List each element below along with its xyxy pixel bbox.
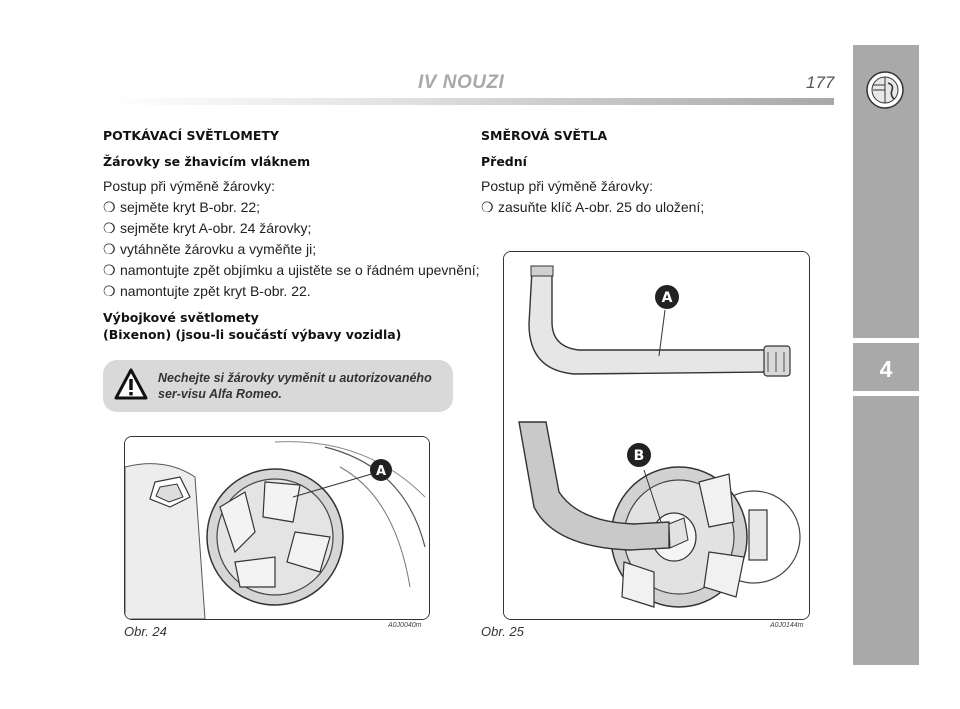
figure-caption: Obr. 24 [124,624,167,639]
figure-24 [124,436,430,620]
tab-divider [853,338,919,343]
figure-code: A0J0040m [388,622,422,629]
alfa-romeo-logo-icon [866,71,904,109]
chapter-tab-bar [853,45,919,665]
list-item: ❍ sejměte kryt A-obr. 24 žárovky; [103,220,312,236]
subheading-front: Přední [481,154,527,169]
list-item: ❍ sejměte kryt B-obr. 22; [103,199,261,215]
list-item: ❍ zasuňte klíč A-obr. 25 do uložení; [481,199,705,215]
figure-label-a: A [375,464,387,479]
key-and-bulb-illustration [504,252,809,619]
heading-turn-signals: SMĚROVÁ SVĚTLA [481,128,608,143]
figure-25 [503,251,810,620]
bullet-circle-icon: ❍ [103,220,116,236]
bullet-circle-icon: ❍ [481,199,494,215]
list-item: ❍ vytáhněte žárovku a vyměňte ji; [103,241,317,257]
list-item: ❍ namontujte zpět kryt B-obr. 22. [103,283,311,299]
figure-caption: Obr. 25 [481,624,524,639]
headlamp-cover-illustration [125,437,429,619]
bullet-circle-icon: ❍ [103,283,116,299]
header-rule [104,98,834,105]
warning-text: Nechejte si žárovky vyměnit u autorizovaného ser-visu Alfa Romeo. [158,371,432,401]
tab-divider [853,391,919,396]
warning-triangle-icon [114,368,148,400]
heading-xenon: Výbojkové světlomety [103,310,259,325]
list-item: ❍ namontujte zpět objímku a ujistěte se o řádném upevnění; [103,262,480,278]
bullet-circle-icon: ❍ [103,241,116,257]
page-number: 177 [806,73,835,92]
heading-xenon-note: (Bixenon) (jsou-li součástí výbavy vozidla) [103,327,402,342]
intro-text: Postup při výměně žárovky: [103,178,275,194]
subheading-filament-bulbs: Žárovky se žhavicím vláknem [103,154,311,169]
figure-label-a: A [661,290,673,306]
section-title: IV NOUZI [418,72,505,93]
chapter-number: 4 [879,356,893,382]
figure-label-b: B [633,448,645,464]
figure-code: A0J0144m [770,622,804,629]
bullet-circle-icon: ❍ [103,262,116,278]
bullet-circle-icon: ❍ [103,199,116,215]
intro-text: Postup při výměně žárovky: [481,178,653,194]
heading-low-beam: POTKÁVACÍ SVĚTLOMETY [103,128,279,143]
